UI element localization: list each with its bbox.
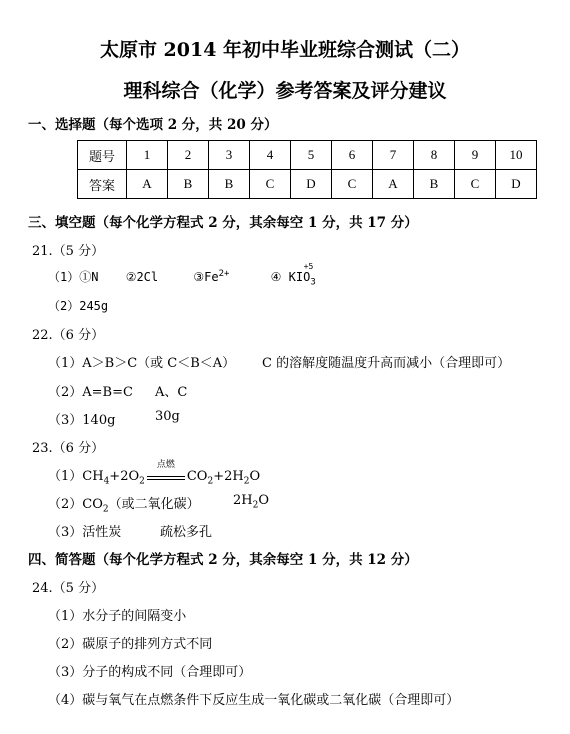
q21-answer-line-1 — [48, 262, 316, 288]
answer-table — [77, 140, 537, 199]
q23-part-3b: 疏松多孔 — [160, 525, 213, 540]
q21-item-1: （1）①N — [48, 270, 99, 284]
q24-heading: 24.（5 分） — [32, 581, 105, 596]
answer-cell: C — [332, 170, 373, 199]
question-number: 1 — [127, 141, 168, 170]
q22-part-1a: （1）A＞B＞C（或 C＜B＜A） — [48, 356, 236, 371]
q23-equation: $(1)CH_4+2O_2$ 点燃 $CO_2+2H_2O$ — [48, 460, 261, 487]
section-3-heading: 三、填空题（每个化学方程式 2 分，其余每空 1 分，共 17 分） — [28, 215, 418, 231]
q22-part-1b: C 的溶解度随温度升高而减小（合理即可） — [262, 356, 511, 371]
section-1-heading: 一、选择题（每个选项 2 分，共 20 分） — [28, 117, 278, 133]
q23-part-2b: $2H_2O$ — [233, 493, 270, 511]
q22-part-2a: （2）A=B=C — [48, 385, 133, 400]
answer-cell: B — [168, 170, 209, 199]
q22-part-3b: 30g — [155, 409, 180, 424]
title-line-1: 太原市 2014 年初中毕业班综合测试（二） — [99, 39, 471, 61]
answer-table-number-row — [78, 141, 537, 170]
q23-part-2a: $(2)CO_2$（或二氧化碳） — [48, 497, 200, 515]
answer-cell: B — [209, 170, 250, 199]
q23-heading: 23.（6 分） — [32, 441, 105, 456]
question-number: 8 — [414, 141, 455, 170]
answer-table-answer-row — [78, 170, 537, 199]
q23-part-3a: （3）活性炭 — [48, 525, 122, 540]
question-number: 2 — [168, 141, 209, 170]
answer-cell: C — [250, 170, 291, 199]
q21-item-3: $③Fe^{2+}$ — [193, 269, 230, 284]
q21-item-2: ②2Cl — [125, 270, 159, 284]
question-number: 7 — [373, 141, 414, 170]
q22-part-3a: （3）140g — [48, 413, 116, 428]
reaction-condition: 点燃 — [147, 470, 185, 480]
question-number: 5 — [291, 141, 332, 170]
row-label-number: 题号 — [78, 141, 127, 170]
q21-item-4: ④ $KIO_3$ +5 — [270, 262, 316, 288]
q22-answer-line-1 — [48, 352, 235, 371]
question-number: 10 — [496, 141, 537, 170]
q24-answer-4: （4）碳与氧气在点燃条件下反应生成一氧化碳或二氧化碳（合理即可） — [48, 693, 460, 708]
answer-cell: D — [496, 170, 537, 199]
row-label-answer: 答案 — [78, 170, 127, 199]
question-number: 3 — [209, 141, 250, 170]
q24-answer-1: （1）水分子的间隔变小 — [48, 609, 187, 624]
answer-cell: C — [455, 170, 496, 199]
q22-part-2b: A、C — [155, 385, 188, 400]
answer-cell: B — [414, 170, 455, 199]
answer-cell: A — [373, 170, 414, 199]
question-number: 4 — [250, 141, 291, 170]
q22-heading: 22.（6 分） — [32, 328, 105, 343]
q24-answer-2: （2）碳原子的排列方式不同 — [48, 637, 213, 652]
q21-heading: 21.（5 分） — [32, 244, 105, 259]
section-4-heading: 四、简答题（每个化学方程式 2 分，其余每空 1 分，共 12 分） — [28, 552, 418, 568]
title-line-2: 理科综合（化学）参考答案及评分建议 — [123, 80, 447, 102]
q21-answer-line-2: （2）245g — [48, 299, 109, 313]
question-number: 6 — [332, 141, 373, 170]
answer-cell: D — [291, 170, 332, 199]
q24-answer-3: （3）分子的构成不同（合理即可） — [48, 665, 252, 680]
answer-cell: A — [127, 170, 168, 199]
question-number: 9 — [455, 141, 496, 170]
